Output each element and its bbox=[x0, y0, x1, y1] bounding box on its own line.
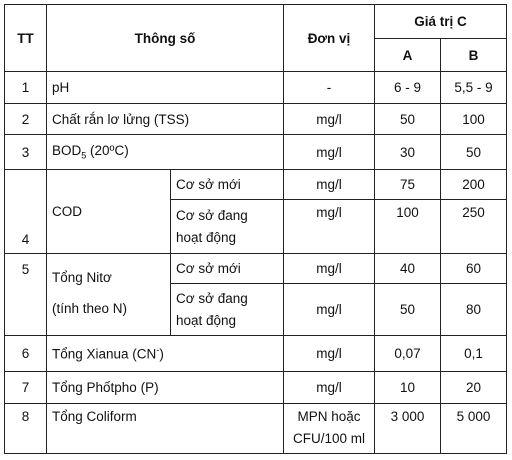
unit-cell: mg/l bbox=[284, 200, 375, 254]
header-param: Thông số bbox=[47, 5, 284, 72]
table-row bbox=[5, 336, 507, 372]
value-a: 30 bbox=[375, 135, 441, 170]
unit-cell: mg/l bbox=[284, 336, 375, 372]
row-number: 4 bbox=[5, 170, 47, 254]
row-number: 5 bbox=[5, 254, 47, 336]
table-row bbox=[5, 135, 507, 170]
unit-cell: mg/l bbox=[284, 170, 375, 200]
value-b: 200 bbox=[441, 170, 507, 200]
sub-param-label bbox=[171, 200, 284, 254]
param-name: Tổng Phốtpho (P) bbox=[47, 372, 284, 404]
table-row bbox=[5, 372, 507, 404]
row-number: 3 bbox=[5, 135, 47, 170]
water-quality-table bbox=[4, 4, 507, 454]
value-a: 100 bbox=[375, 200, 441, 254]
sub-param-label: Cơ sở mới bbox=[171, 254, 284, 284]
unit-cell: mg/l bbox=[284, 104, 375, 135]
unit-cell: mg/l bbox=[284, 135, 375, 170]
header-row-1 bbox=[5, 5, 507, 39]
value-a: 75 bbox=[375, 170, 441, 200]
table-row bbox=[5, 170, 507, 200]
value-b: 50 bbox=[441, 135, 507, 170]
table-row bbox=[5, 254, 507, 284]
value-b: 80 bbox=[441, 284, 507, 336]
sub-param-label-line1: Cơ sở đang bbox=[176, 208, 248, 223]
value-a: 40 bbox=[375, 254, 441, 284]
sub-param-label-line1: Cơ sở đang bbox=[176, 290, 248, 306]
param-name: Tổng Coliform bbox=[47, 404, 284, 454]
value-a: 0,07 bbox=[375, 336, 441, 372]
header-unit: Đơn vị bbox=[284, 5, 375, 72]
table-row bbox=[5, 404, 507, 454]
standards-table-container bbox=[4, 4, 507, 454]
param-subscript: 5 bbox=[81, 150, 87, 161]
header-col-a: A bbox=[375, 39, 441, 72]
header-value-group: Giá trị C bbox=[375, 5, 507, 39]
row-number: 7 bbox=[5, 372, 47, 404]
param-name bbox=[47, 254, 171, 336]
param-name bbox=[47, 336, 284, 372]
table-row bbox=[5, 72, 507, 104]
param-name-line2: (tính theo N) bbox=[52, 300, 128, 316]
param-main: BOD bbox=[52, 143, 82, 159]
row-number: 1 bbox=[5, 72, 47, 104]
unit-line2: CFU/100 ml bbox=[292, 431, 365, 446]
value-a: 50 bbox=[375, 104, 441, 135]
value-b: 100 bbox=[441, 104, 507, 135]
header-col-b: B bbox=[441, 39, 507, 72]
sub-param-label bbox=[171, 284, 284, 336]
unit-cell: mg/l bbox=[284, 254, 375, 284]
param-name: Chất rắn lơ lửng (TSS) bbox=[47, 104, 284, 135]
value-b: 5,5 - 9 bbox=[441, 72, 507, 104]
table-row bbox=[5, 104, 507, 135]
param-name: COD bbox=[47, 170, 171, 254]
value-b: 5 000 bbox=[441, 404, 507, 454]
param-rest: ) bbox=[159, 346, 164, 362]
unit-cell: - bbox=[284, 72, 375, 104]
value-a: 3 000 bbox=[375, 404, 441, 454]
value-a: 50 bbox=[375, 284, 441, 336]
row-number: 6 bbox=[5, 336, 47, 372]
param-name-line1: Tổng Nitơ bbox=[52, 269, 112, 285]
unit-line1: MPN hoặc bbox=[297, 409, 361, 424]
value-b: 60 bbox=[441, 254, 507, 284]
unit-cell: mg/l bbox=[284, 284, 375, 336]
param-name bbox=[47, 135, 284, 170]
param-superscript: - bbox=[156, 345, 160, 356]
value-a: 6 - 9 bbox=[375, 72, 441, 104]
value-b: 0,1 bbox=[441, 336, 507, 372]
value-b: 20 bbox=[441, 372, 507, 404]
header-tt: TT bbox=[5, 5, 47, 72]
sub-param-label: Cơ sở mới bbox=[171, 170, 284, 200]
sub-param-label-line2: hoạt động bbox=[176, 312, 237, 328]
param-name: pH bbox=[47, 72, 284, 104]
param-main: Tổng Xianua (CN bbox=[52, 346, 157, 362]
unit-cell: mg/l bbox=[284, 372, 375, 404]
value-b: 250 bbox=[441, 200, 507, 254]
row-number: 8 bbox=[5, 404, 47, 454]
unit-cell bbox=[284, 404, 375, 454]
row-number: 2 bbox=[5, 104, 47, 135]
param-rest: (20ºC) bbox=[86, 143, 129, 159]
value-a: 10 bbox=[375, 372, 441, 404]
sub-param-label-line2: hoạt động bbox=[176, 230, 237, 245]
